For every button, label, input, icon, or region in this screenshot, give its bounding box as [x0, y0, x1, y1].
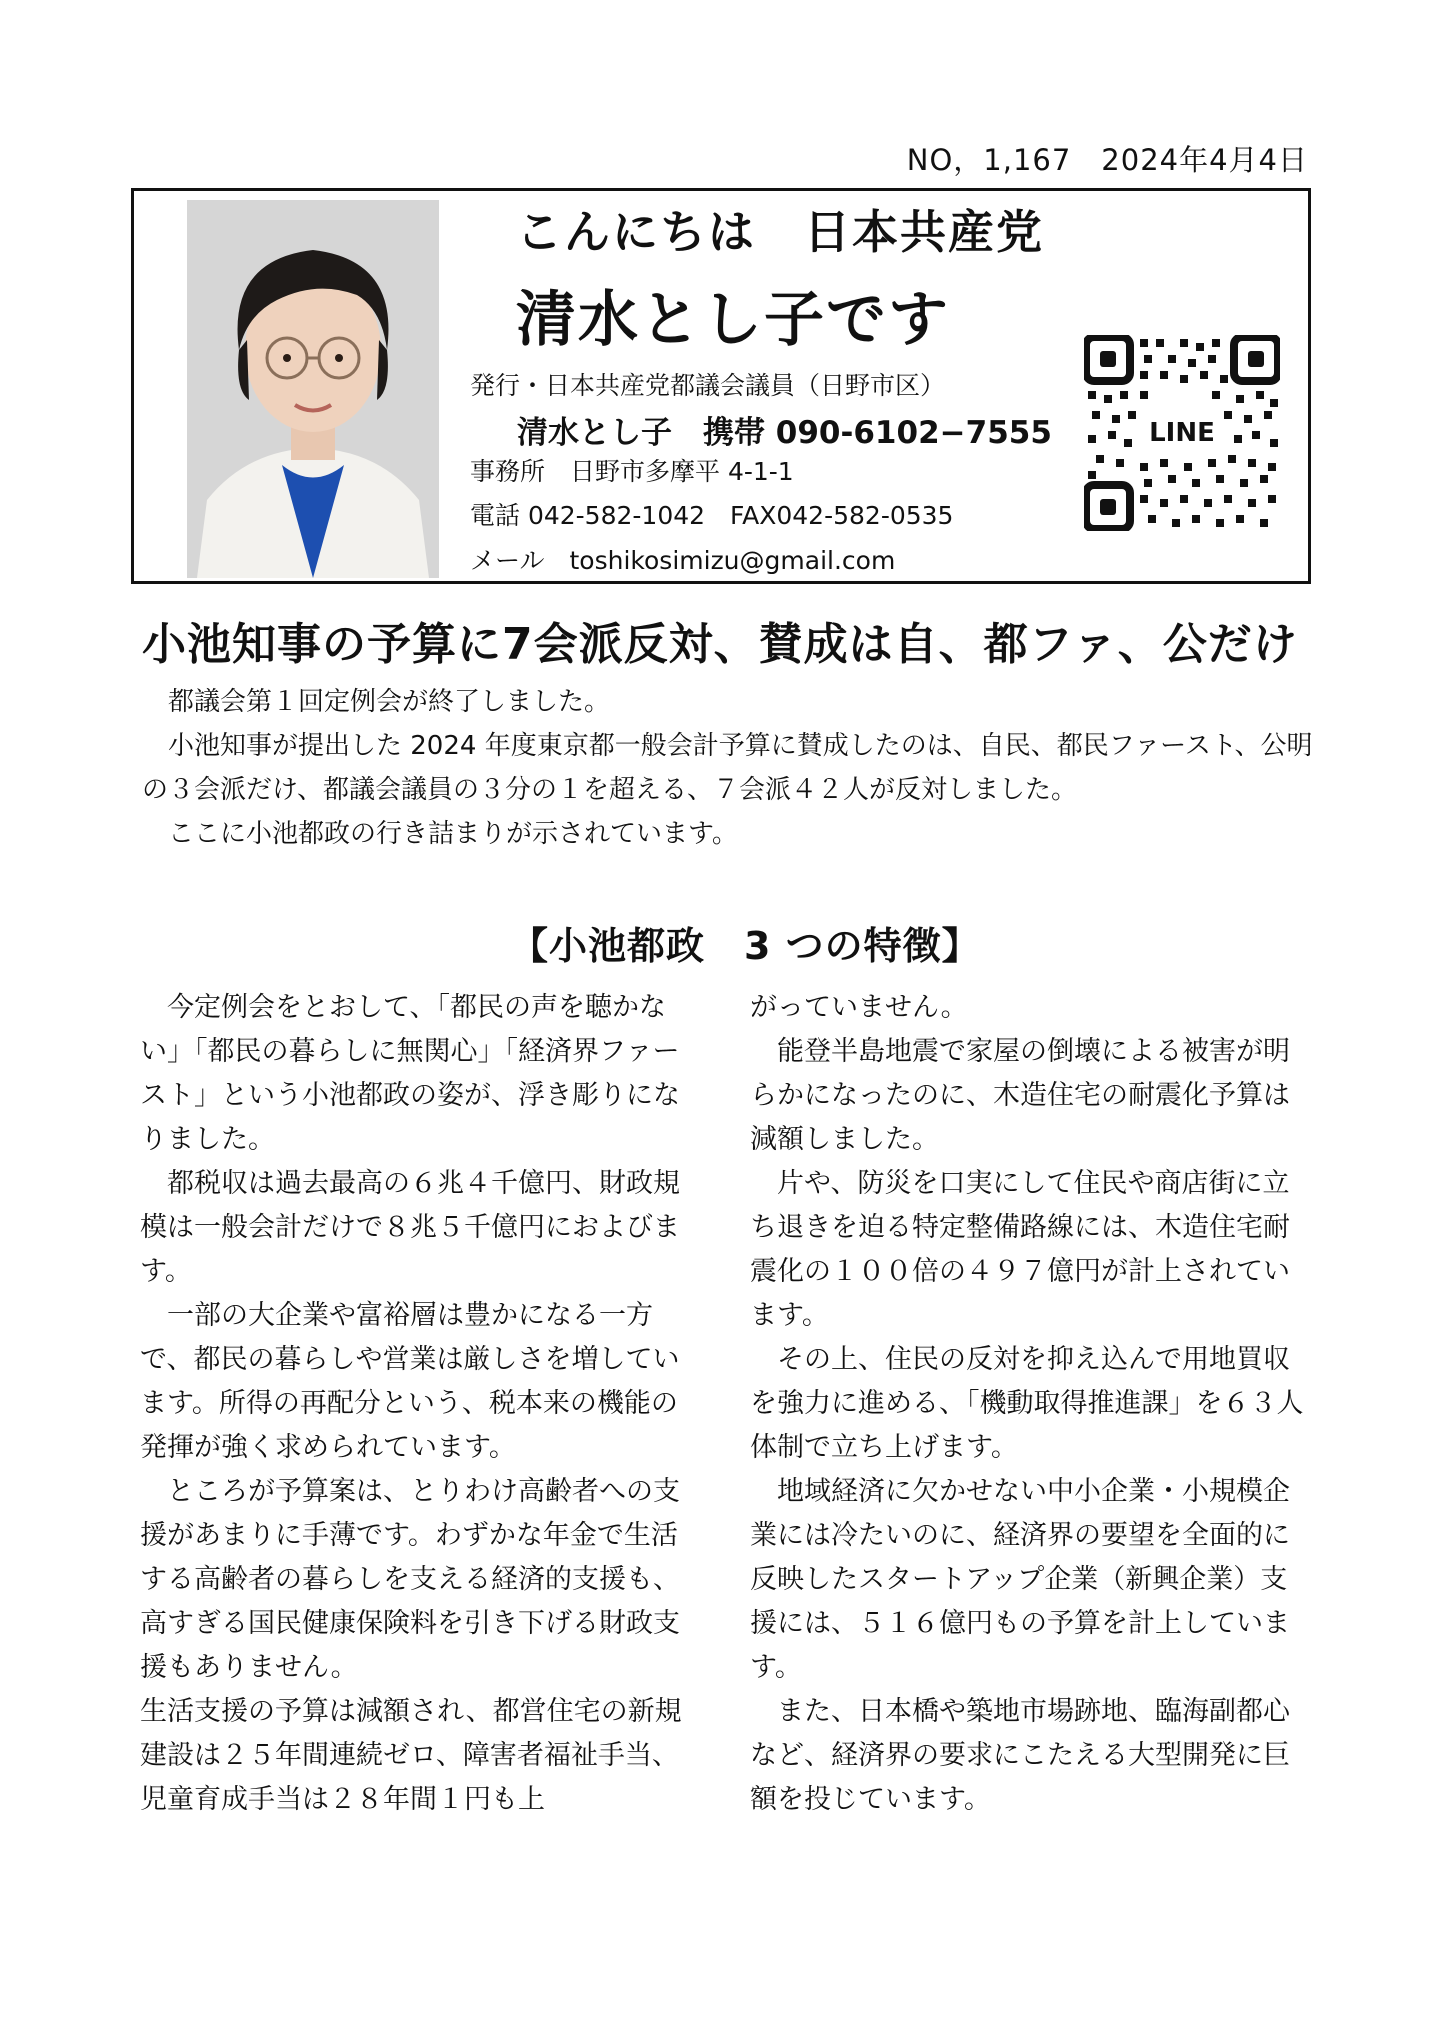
right-paragraph-3: 片や、防災を口実にして住民や商店街に立ち退きを迫る特定整備路線には、木造住宅耐震化の１００倍の４９７億円が計上されています。: [750, 1168, 1290, 1331]
greeting-title: こんにちは 日本共産党: [516, 205, 1044, 259]
issue-number-date: NO，1,167 2024年4月4日: [906, 143, 1308, 177]
email-line: メール toshikosimizu@gmail.com: [470, 546, 896, 575]
left-paragraph-2: 都税収は過去最高の６兆４千億円、財政規模は一般会計だけで８兆５千億円におよびます。: [140, 1168, 680, 1287]
right-paragraph-4: その上、住民の反対を抑え込んで用地買収を強力に進める、「機動取得推進課」を６３人体制で立ち上げます。: [750, 1344, 1304, 1463]
publisher-line: 発行・日本共産党都議会議員（日野市区）: [470, 371, 946, 400]
right-paragraph-5: 地域経済に欠かせない中小企業・小規模企業には冷たいのに、経済界の要望を全面的に反映したスタートアップ企業（新興企業）支援には、５１６億円もの予算を計上しています。: [750, 1476, 1290, 1683]
name-title: 清水とし子です: [516, 285, 950, 355]
intro-paragraph-1: 都議会第１回定例会が終了しました。: [168, 687, 611, 717]
right-paragraph-6: また、日本橋や築地市場跡地、臨海副都心など、経済界の要求にこたえる大型開発に巨額を投じています。: [750, 1696, 1290, 1815]
right-paragraph-1: がっていません。: [750, 992, 968, 1023]
intro-text: [142, 680, 1314, 856]
left-column: [140, 986, 700, 1822]
right-paragraph-2: 能登半島地震で家屋の倒壊による被害が明らかになったのに、木造住宅の耐震化予算は減額しました。: [750, 1036, 1290, 1155]
left-paragraph-5: 生活支援の予算は減額され、都営住宅の新規建設は２５年間連続ゼロ、障害者福祉手当、児童育成手当は２８年間１円も上: [140, 1696, 682, 1815]
portrait-photo: [187, 200, 439, 578]
main-headline: 小池知事の予算に7会派反対、賛成は自、都ファ、公だけ: [142, 619, 1298, 670]
left-paragraph-3: 一部の大企業や富裕層は豊かになる一方で、都民の暮らしや営業は厳しさを増しています。所得の再配分という、税本来の機能の発揮が強く求められています。: [140, 1300, 680, 1463]
phone-fax-line: 電話 042-582-1042 FAX042-582-0535: [470, 501, 954, 530]
left-paragraph-1: 今定例会をとおして、「都民の声を聴かない」「都民の暮らしに無関心」「経済界ファースト」という小池都政の姿が、浮き彫りになりました。: [140, 992, 680, 1155]
left-paragraph-4: ところが予算案は、とりわけ高齢者への支援があまりに手薄です。わずかな年金で生活する高齢者の暮らしを支える経済的支援も、高すぎる国民健康保険料を引き下げる財政支援もありません。: [140, 1476, 680, 1683]
right-column: [750, 986, 1310, 1822]
mobile-line: 清水とし子 携帯 090-6102−7555: [517, 415, 1052, 451]
intro-paragraph-2: 小池知事が提出した 2024 年度東京都一般会計予算に賛成したのは、自民、都民ファースト、公明の３会派だけ、都議会議員の３分の１を超える、７会派４２人が反対しました。: [142, 731, 1313, 805]
section-title: 【小池都政 3 つの特徴】: [510, 924, 981, 968]
line-qr-label: LINE: [1143, 416, 1221, 450]
office-address: 事務所 日野市多摩平 4-1-1: [470, 457, 794, 486]
intro-paragraph-3: ここに小池都政の行き詰まりが示されています。: [168, 819, 738, 849]
